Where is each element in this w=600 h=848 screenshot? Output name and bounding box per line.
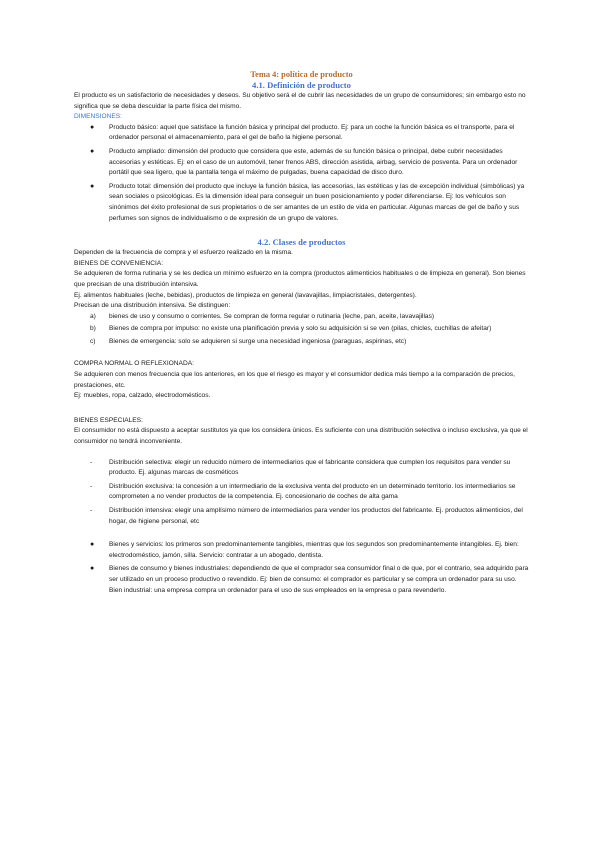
list-item bbox=[74, 312, 529, 323]
dash-icon: - bbox=[90, 458, 93, 466]
special-label: BIENES ESPECIALES: bbox=[74, 416, 143, 424]
list-item bbox=[74, 147, 529, 179]
list-item bbox=[74, 564, 529, 596]
dimensions-list bbox=[74, 123, 529, 224]
reflexive-example: Ej: muebles, ropa, calzado, electrodomésticos. bbox=[74, 392, 211, 400]
list-marker: b) bbox=[90, 325, 96, 333]
bullet-icon: ● bbox=[90, 123, 95, 131]
list-marker: a) bbox=[90, 312, 96, 320]
dash-icon: - bbox=[90, 507, 93, 514]
list-item-text: Producto básico: aquel que satisface la función básica y principal del producto. Ej: para un coche la función básica es el transporte, para el ordenador personal el almacenamiento, para el gel de baño la higiene personal. bbox=[109, 123, 515, 142]
reflexive-label: COMPRA NORMAL O REFLEXIONADA: bbox=[74, 360, 194, 368]
list-item bbox=[74, 458, 529, 479]
list-item bbox=[74, 337, 529, 348]
section1-intro: El producto es un satisfactorio de necesidades y deseos. Su objetivo será el de cubrir las necesidades de un grupo de consumidores; sin embargo esto no significa que se deba descuidar la parte física del mismo. bbox=[74, 92, 526, 110]
section-heading-clases: 4.2. Clases de productos bbox=[257, 237, 346, 248]
list-item-text: Producto total: dimensión del producto que incluye la función básica, las accesorias, las estéticas y las de excepción individual (simbólicas) ya sean sociales o psicológicas. Es la dimensión ideal para conseguir un buen posicionamiento y poder diferenciarse. Ej: los vehículos son sinónimos del éxito profesional de sus propietarios o de ser amantes de un estilo de vida en particular. Algunas marcas de gel de baño y sus perfumes son signos de individualismo o de expresión de un grupo de valores. bbox=[109, 182, 525, 222]
list-item bbox=[74, 123, 529, 144]
list-item-text: Bienes y servicios: los primeros son predominantemente tangibles, mientras que los segundos son predominantemente intangibles. Ej. bien: electrodoméstico, jamón, silla. Servicio: contratar a un abogado, dentista. bbox=[109, 541, 519, 559]
bullet-icon: ● bbox=[90, 541, 95, 549]
section2-intro: Dependen de la frecuencia de compra y el esfuerzo realizado en la misma. bbox=[74, 249, 293, 257]
document-title: Tema 4: política de producto bbox=[250, 70, 353, 79]
convenience-label: BIENES DE CONVENIENCIA: bbox=[74, 259, 164, 267]
section-heading-definicion: 4.1. Definición de producto bbox=[252, 80, 351, 90]
list-item-text: Bienes de consumo y bienes industriales: dependiendo de que el comprador sea consumidor final o de que, por el contrario, sea adquirido para ser utilizado en un proceso productivo o revendido. Ej: bien de consumo: el comprador es particular y se compra un ordenador para su uso. Bien industrial: una empresa compra un ordenador para el uso de sus empleados en la empresa o para revenderlo. bbox=[109, 565, 529, 594]
convenience-list bbox=[74, 312, 529, 348]
list-item bbox=[74, 324, 529, 335]
list-item-text: Distribución intensiva: elegir una amplísimo número de intermediarios para vender los productos del fabricante. Ej. productos alimenticios, del hogar, de higiene personal, etc bbox=[109, 507, 523, 525]
list-item bbox=[74, 482, 529, 503]
list-item bbox=[74, 506, 529, 527]
list-item bbox=[74, 540, 529, 561]
list-item-text: Distribución selectiva: elegir un reducido número de intermediarios que el fabricante considera que cumplen los requisitos para vender su producto. Ej. algunas marcas de cosméticos bbox=[109, 458, 511, 477]
convenience-text: Se adquieren de forma rutinaria y se les dedica un mínimo esfuerzo en la compra (productos alimenticios habituales o de limpieza en general). Son bienes que precisan de una distribución intensiva. bbox=[74, 270, 526, 288]
goods-types-list bbox=[74, 540, 529, 596]
dash-icon: - bbox=[90, 482, 93, 490]
list-item-text: Producto ampliado: dimensión del producto que considera que este, además de su función básica o principal, debe cubrir necesidades accesorias y estéticas. Ej: en el caso de un automóvil, tener frenos ABS, dirección asistida, airbag, servicio de posventa. Para un ordenador portátil que sea ligero, que la pantalla tenga el máximo de pulgadas, buena capacidad de disco duro. bbox=[109, 147, 518, 177]
bullet-icon: ● bbox=[90, 182, 95, 190]
list-item-text: Bienes de compra por impulso: no existe una planificación previa y solo su adquisición si se ven (pilas, chicles, cuchillas de afeitar) bbox=[109, 325, 492, 333]
list-item bbox=[74, 182, 529, 224]
bullet-icon: ● bbox=[90, 565, 95, 573]
list-marker: c) bbox=[90, 337, 96, 345]
list-item-text: bienes de uso y consumo o corrientes. Se compran de forma regular o rutinaria (leche, pan, aceite, lavavajillas) bbox=[109, 312, 435, 320]
list-item-text: Bienes de emergencia: solo se adquieren si surge una necesidad ingeniosa (paraguas, aspirinas, etc) bbox=[109, 337, 407, 345]
document-content bbox=[74, 70, 529, 599]
distribution-list bbox=[74, 458, 529, 528]
convenience-example: Ej. alimentos habituales (leche, bebidas), productos de limpieza en general (lavavajillas, limpiacristales, detergentes). bbox=[74, 291, 417, 299]
dimensions-label: DIMENSIONES: bbox=[74, 113, 122, 121]
special-text: El consumidor no está dispuesto a aceptar sustitutos ya que los considera únicos. Es suficiente con una distribución selectiva o incluso exclusiva, ya que el consumidor no tendrá inconveniente. bbox=[74, 427, 528, 446]
bullet-icon: ● bbox=[90, 147, 95, 155]
convenience-distinguish: Precisan de una distribución intensiva. Se distinguen: bbox=[74, 302, 231, 310]
list-item-text: Distribución exclusiva: la concesión a un intermediario de la exclusiva venta del producto en un determinado territorio. los intermediarios se comprometen a no vender productos de la competencia. Ej. concesionario de coches de alta gama bbox=[109, 482, 516, 501]
reflexive-text: Se adquieren con menos frecuencia que los anteriores, en los que el riesgo es mayor y el consumidor dedica más tiempo a la comparación de precios, prestaciones, etc. bbox=[74, 371, 515, 389]
